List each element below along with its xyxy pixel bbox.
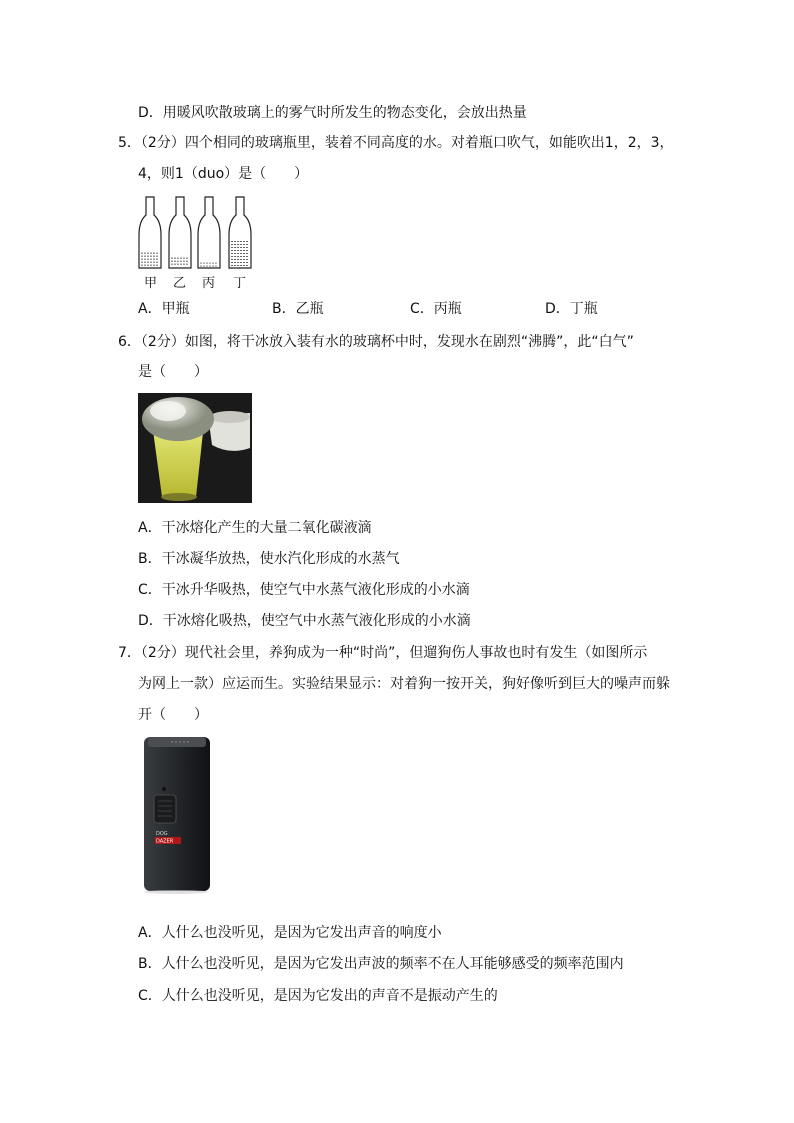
q7-option-c: C．人什么也没听见，是因为它发出的声音不是振动产生的 [138, 988, 498, 1004]
bottle-bing [198, 197, 220, 268]
bottle-label-jia: 甲 [144, 276, 158, 291]
dry-ice-glass-photo [138, 393, 252, 503]
bottle-jia [139, 197, 161, 268]
device-label-line1: DOG [156, 831, 168, 837]
bottle-label-yi: 乙 [173, 276, 187, 291]
bottle-ding [229, 197, 251, 268]
q6-stem-line1: 6．（2分）如图，将干冰放入装有水的玻璃杯中时，发现水在剧烈“沸腾”，此“白气” [118, 334, 634, 350]
q7-option-b: B．人什么也没听见，是因为它发出声波的频率不在人耳能够感受的频率范围内 [138, 956, 624, 972]
q6-stem-line2: 是（ ） [138, 364, 208, 380]
q6-option-c: C．干冰升华吸热，使空气中水蒸气液化形成的小水滴 [138, 582, 470, 598]
bottle-yi [169, 197, 191, 268]
ultrasonic-dog-repeller-photo [136, 733, 216, 895]
q7-stem-line3: 开（ ） [138, 707, 208, 723]
q5-stem-line1: 5．（2分）四个相同的玻璃瓶里，装着不同高度的水。对着瓶口吹气，如能吹出1，2，3， [118, 135, 674, 151]
q7-option-a: A．人什么也没听见，是因为它发出声音的响度小 [138, 925, 442, 941]
bottle-label-bing: 丙 [202, 276, 216, 291]
q7-stem-line1: 7．（2分）现代社会里，养狗成为一种“时尚”，但遛狗伤人事故也时有发生（如图所示 [118, 645, 648, 661]
bottle-label-ding: 丁 [233, 276, 247, 291]
q4-option-d: D．用暖风吹散玻璃上的雾气时所发生的物态变化，会放出热量 [138, 105, 527, 121]
q7-stem-line2: 为网上一款）应运而生。实验结果显示：对着狗一按开关，狗好像听到巨大的噪声而躲 [138, 676, 670, 692]
q5-option-d: D．丁瓶 [545, 301, 598, 317]
q6-option-b: B．干冰凝华放热，使水汽化形成的水蒸气 [138, 551, 400, 567]
q5-option-c: C．丙瓶 [410, 301, 462, 317]
device-label-line2: DAZER [156, 838, 174, 845]
q5-option-a: A．甲瓶 [138, 301, 190, 317]
q6-option-d: D．干冰熔化吸热，使空气中水蒸气液化形成的小水滴 [138, 613, 471, 629]
q5-option-b: B．乙瓶 [272, 301, 324, 317]
q5-stem-line2: 4，则1（duo）是（ ） [138, 166, 309, 182]
q6-option-a: A．干冰熔化产生的大量二氧化碳液滴 [138, 520, 372, 536]
